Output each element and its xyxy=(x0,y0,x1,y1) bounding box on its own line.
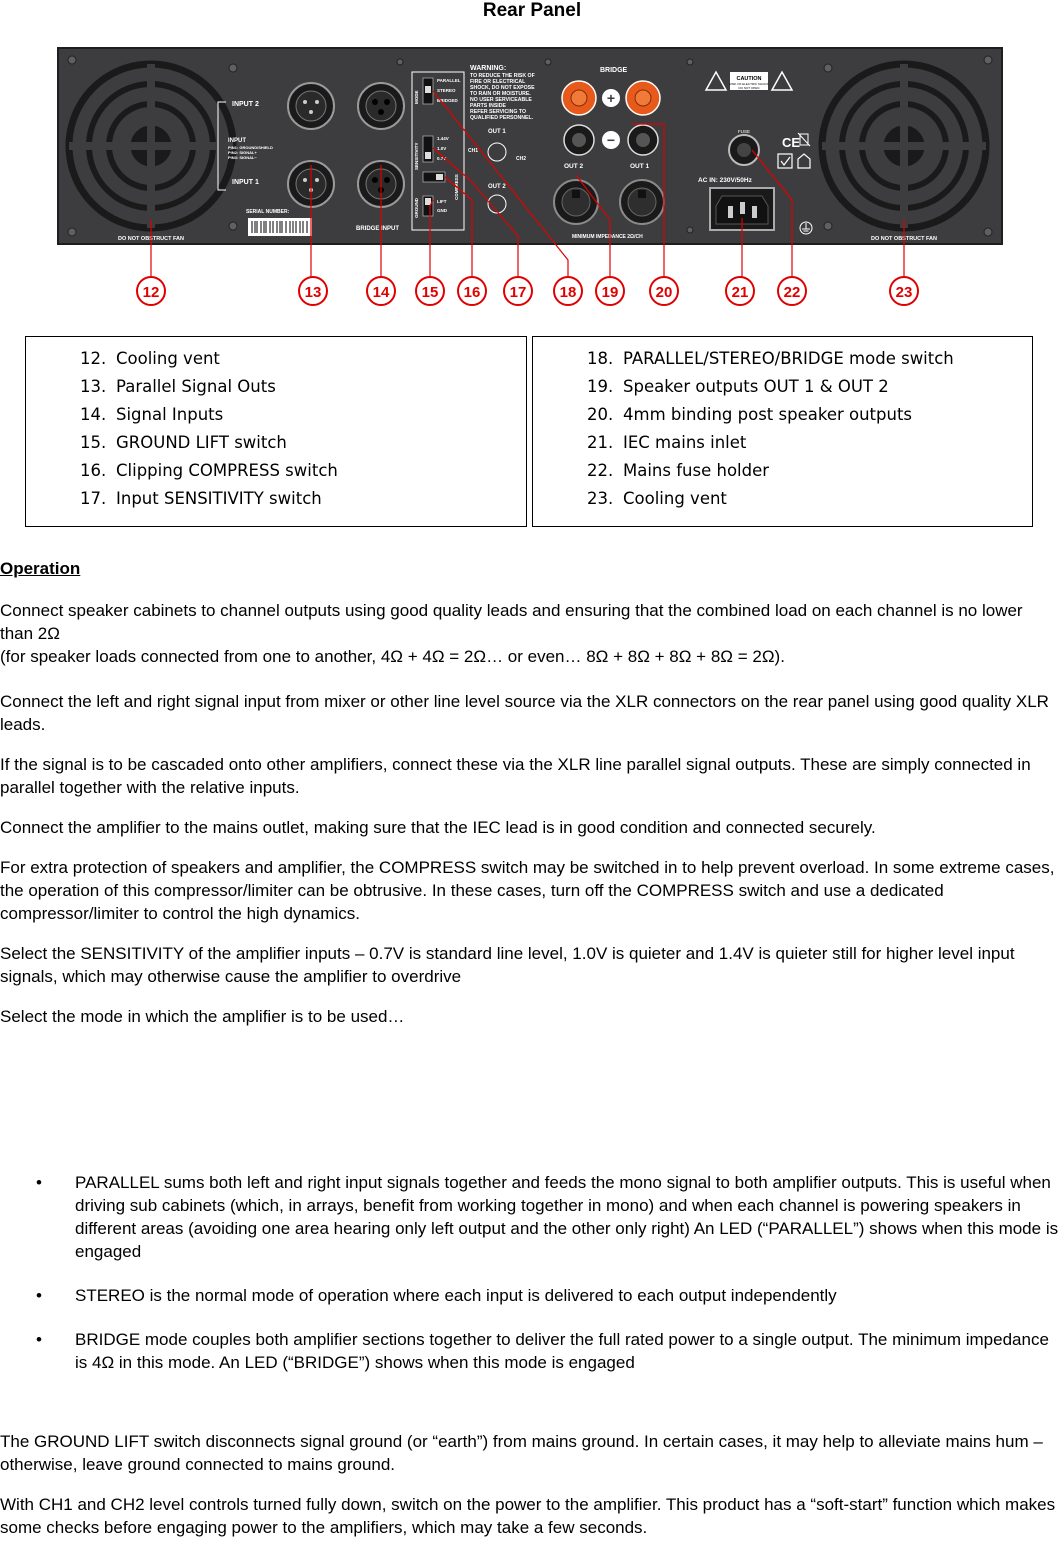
legend-item xyxy=(80,401,338,429)
pin1-label: PIN1: GROUND/SHIELD xyxy=(228,145,273,150)
input2-label: INPUT 2 xyxy=(232,101,259,108)
binding-post-black-left[interactable] xyxy=(564,125,594,155)
bullet-stereo-text: STEREO is the normal mode of operation where each input is delivered to each output independently xyxy=(75,1286,837,1305)
legend-item-text: Signal Inputs xyxy=(116,405,224,424)
caution-sub2: DO NOT OPEN xyxy=(738,86,760,90)
paragraph-6: Select the SENSITIVITY of the amplifier inputs – 0.7V is standard line level, 1.0V is quieter and 1.4V is quieter still for higher level input signals, which may otherwise cause the amplifier to overdrive xyxy=(0,944,1015,986)
bullet-bridge xyxy=(0,1328,1064,1374)
bullet-stereo xyxy=(0,1284,1064,1307)
out2-diagram-label: OUT 2 xyxy=(488,184,506,190)
legend-item-number: 12. xyxy=(80,349,107,368)
operation-section-end xyxy=(0,1430,1064,1539)
out1-diagram-label: OUT 1 xyxy=(488,129,506,135)
paragraph-8: The GROUND LIFT switch disconnects signal ground (or “earth”) from mains ground. In certain cases, it may help to alleviate mains hum – otherwise, leave ground connected to mains ground. xyxy=(0,1432,1043,1474)
parallel-label: PARALLEL xyxy=(437,78,461,83)
bridge-input-label: BRIDGE INPUT xyxy=(356,226,400,232)
warning-line-5: NO USER SERVICEABLE xyxy=(470,97,532,103)
callout-number: 22 xyxy=(783,284,801,301)
lift-label: LIFT xyxy=(437,199,447,204)
legend-item xyxy=(80,373,338,401)
paragraph-1a: Connect speaker cabinets to channel outputs using good quality leads and ensuring that the combined load on each channel is no lower than 2Ω xyxy=(0,601,1023,643)
ch1-label: CH1 xyxy=(468,148,479,154)
legend-item xyxy=(587,485,954,513)
paragraph-7: Select the mode in which the amplifier is to be used… xyxy=(0,1007,405,1026)
bullet-parallel-text: PARALLEL sums both left and right input signals together and feeds the mono signal to both amplifier outputs. This is useful when driving sub cabinets (which, in arrays, benefit from working together in mono) and when each channel is powering speakers in different areas (avoiding one area hearing only left output and the other only right) An LED (“PARALLEL”) shows when this mode is engaged xyxy=(75,1173,1059,1261)
rear-panel-diagram xyxy=(0,40,1064,312)
legend-item xyxy=(587,429,954,457)
legend-item-number: 23. xyxy=(587,489,614,508)
legend-item-number: 21. xyxy=(587,433,614,452)
callout-number: 20 xyxy=(655,284,673,301)
callout-marker-19 xyxy=(596,277,624,305)
callout-marker-16 xyxy=(458,277,486,305)
legend-item-text: Speaker outputs OUT 1 & OUT 2 xyxy=(623,377,889,396)
bullet-dot: • xyxy=(36,1330,42,1349)
speakon-out-2[interactable] xyxy=(554,180,598,224)
cooling-vent-left xyxy=(69,64,233,228)
minus-icon: − xyxy=(606,132,616,148)
plus-icon: + xyxy=(606,90,616,106)
callout-number: 21 xyxy=(731,284,749,301)
gnd-label: GND xyxy=(437,208,447,213)
legend-item xyxy=(80,429,338,457)
legend-item-text: Cooling vent xyxy=(623,489,727,508)
warning-line-4: TO RAIN OR MOISTURE. xyxy=(470,91,531,97)
mode-bullet-list xyxy=(0,1171,1064,1374)
v07-label: 0.7V xyxy=(437,156,447,161)
legend-item xyxy=(80,457,338,485)
paragraph-2: Connect the left and right signal input from mixer or other line level source via the XLR connectors on the rear panel using good quality XLR leads. xyxy=(0,692,1049,734)
paragraph-3: If the signal is to be cascaded onto other amplifiers, connect these via the XLR line parallel signal outputs. These are simply connected in parallel together with the relative inputs. xyxy=(0,755,1031,797)
callout-marker-12 xyxy=(137,277,165,305)
caution-sub1: RISK OF ELECTRIC SHOCK xyxy=(729,82,769,86)
legend-box-left xyxy=(25,336,527,527)
legend-item-number: 22. xyxy=(587,461,614,480)
legend-item xyxy=(587,457,954,485)
legend-item xyxy=(587,345,954,373)
paragraph-9: With CH1 and CH2 level controls turned fully down, switch on the power to the amplifier. This product has a “soft-start” function which makes some checks before engaging power to the amplifiers, which may take a few seconds. xyxy=(0,1495,1056,1537)
bullet-dot: • xyxy=(36,1286,42,1305)
mode-label: MODE xyxy=(414,90,419,104)
fan-warning-left: DO NOT OBSTRUCT FAN xyxy=(118,236,184,242)
paragraph-4: Connect the amplifier to the mains outlet, making sure that the IEC lead is in good condition and connected securely. xyxy=(0,818,876,837)
callout-number: 23 xyxy=(895,284,913,301)
bullet-dot: • xyxy=(36,1173,42,1192)
callout-marker-21 xyxy=(726,277,754,305)
legend-item-number: 20. xyxy=(587,405,614,424)
warning-line-1: TO REDUCE THE RISK OF xyxy=(470,73,535,79)
callout-marker-14 xyxy=(367,277,395,305)
binding-post-black-right[interactable] xyxy=(628,125,658,155)
warning-line-7: REFER SERVICING TO xyxy=(470,109,527,115)
fuse-holder[interactable] xyxy=(729,135,759,165)
legend-item-number: 19. xyxy=(587,377,614,396)
legend-item-text: PARALLEL/STEREO/BRIDGE mode switch xyxy=(623,349,954,368)
paragraph-1b: (for speaker loads connected from one to another, 4Ω + 4Ω = 2Ω… or even… 8Ω + 8Ω + 8Ω + 8Ω = 2Ω). xyxy=(0,647,785,666)
input-pins-label: INPUT xyxy=(228,138,246,144)
page-title: Rear Panel xyxy=(482,0,582,21)
legend-item xyxy=(587,373,954,401)
xlr-in-2[interactable] xyxy=(358,83,404,129)
operation-section xyxy=(0,557,1064,1028)
callout-marker-13 xyxy=(299,277,327,305)
legend-item-text: Input SENSITIVITY switch xyxy=(116,489,322,508)
legend-item-text: Cooling vent xyxy=(116,349,220,368)
warning-title: WARNING: xyxy=(470,65,507,72)
legend-item-number: 18. xyxy=(587,349,614,368)
legend-item-text: Clipping COMPRESS switch xyxy=(116,461,338,480)
callout-marker-18 xyxy=(554,277,582,305)
serial-label: SERIAL NUMBER: xyxy=(246,209,290,215)
out1-label: OUT 1 xyxy=(630,163,650,170)
out2-label: OUT 2 xyxy=(564,163,584,170)
v14-label: 1.44V xyxy=(437,136,449,141)
bridge-label: BRIDGE xyxy=(600,67,628,74)
legend-item-number: 15. xyxy=(80,433,107,452)
input1-label: INPUT 1 xyxy=(232,179,259,186)
paragraph-5: For extra protection of speakers and amplifier, the COMPRESS switch may be switched in to help prevent overload. In some extreme cases, the operation of this compressor/limiter can be obtrusive. In these cases, turn off the COMPRESS switch and use a dedicated compressor/limiter to control the high dynamics. xyxy=(0,858,1055,923)
xlr-out-2[interactable] xyxy=(288,83,334,129)
callout-marker-20 xyxy=(650,277,678,305)
legend-item-number: 13. xyxy=(80,377,107,396)
callout-number: 12 xyxy=(142,284,160,301)
operation-heading: Operation xyxy=(0,559,81,578)
callout-markers xyxy=(137,277,918,305)
callout-number: 13 xyxy=(304,284,322,301)
bullet-bridge-text: BRIDGE mode couples both amplifier sections together to deliver the full rated power to a single output. The minimum impedance is 4Ω in this mode. An LED (“BRIDGE”) shows when this mode is engaged xyxy=(75,1330,1049,1372)
legend-item xyxy=(587,401,954,429)
bridged-label: BRIDGED xyxy=(437,98,458,103)
legend-item-number: 14. xyxy=(80,405,107,424)
legend-item-text: Parallel Signal Outs xyxy=(116,377,276,396)
binding-post-red-left[interactable] xyxy=(562,81,596,115)
ch2-label: CH2 xyxy=(516,156,527,162)
legend-item-text: GROUND LIFT switch xyxy=(116,433,287,452)
warning-line-2: FIRE OR ELECTRICAL xyxy=(470,79,526,85)
callout-number: 18 xyxy=(559,284,577,301)
ac-in-label: AC IN: 230V/50Hz xyxy=(698,177,752,184)
callout-marker-23 xyxy=(890,277,918,305)
legend-item-text: IEC mains inlet xyxy=(623,433,747,452)
callout-marker-17 xyxy=(504,277,532,305)
ground-label: GROUND xyxy=(414,198,419,218)
speakon-out-1[interactable] xyxy=(620,180,664,224)
min-impedance-label: MINIMUM IMPEDANCE 2Ω/CH xyxy=(572,234,643,240)
fan-warning-right: DO NOT OBSTRUCT FAN xyxy=(871,236,937,242)
binding-post-red-right[interactable] xyxy=(626,81,660,115)
fuse-label: FUSE xyxy=(737,129,751,134)
compress-label: COMPRESS xyxy=(454,174,459,200)
serial-barcode xyxy=(248,218,312,236)
pin3-label: PIN3: SIGNAL− xyxy=(228,155,257,160)
stereo-label: STEREO xyxy=(437,88,456,93)
callout-number: 19 xyxy=(601,284,619,301)
legend-item-text: Mains fuse holder xyxy=(623,461,770,480)
legend-item-text: 4mm binding post speaker outputs xyxy=(623,405,913,424)
callout-number: 16 xyxy=(463,284,481,301)
pin2-label: PIN2: SIGNAL+ xyxy=(228,150,257,155)
callout-marker-22 xyxy=(778,277,806,305)
sensitivity-label: SENSITIVITY xyxy=(414,142,419,170)
caution-label: CAUTION xyxy=(736,76,762,82)
warning-line-6: PARTS INSIDE xyxy=(470,103,506,109)
callout-number: 15 xyxy=(421,284,439,301)
legend-item xyxy=(80,485,338,513)
ce-mark: CE xyxy=(782,135,801,150)
legend-item xyxy=(80,345,338,373)
legend-box-right xyxy=(532,336,1033,527)
bullet-parallel xyxy=(0,1171,1064,1263)
warning-line-3: SHOCK, DO NOT EXPOSE xyxy=(470,85,535,91)
legend-item-number: 17. xyxy=(80,489,107,508)
callout-marker-15 xyxy=(416,277,444,305)
callout-number: 17 xyxy=(509,284,527,301)
legend-item-number: 16. xyxy=(80,461,107,480)
cooling-vent-right xyxy=(822,64,986,228)
callout-number: 14 xyxy=(372,284,390,301)
v10-label: 1.0V xyxy=(437,146,447,151)
warning-line-8: QUALIFIED PERSONNEL. xyxy=(470,115,534,121)
